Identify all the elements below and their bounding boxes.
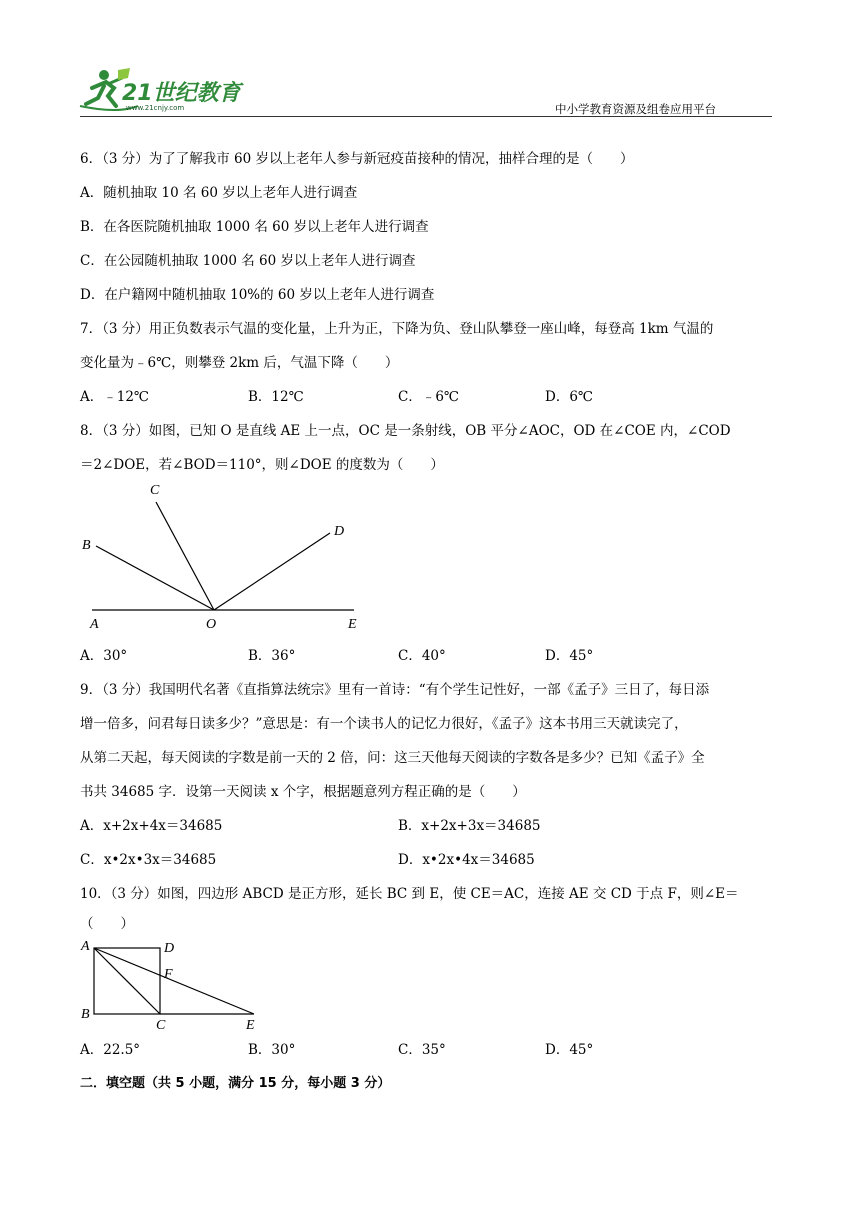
site-logo — [78, 66, 253, 116]
q6-option-a[interactable]: A．随机抽取 10 名 60 岁以上老年人进行调查 — [80, 185, 358, 201]
ray-od — [214, 533, 330, 610]
logo-text: 21世纪教育 — [122, 81, 241, 106]
q9-option-c[interactable]: C．x•2x•3x＝34685 — [80, 852, 217, 868]
q8-option-a[interactable]: A．30° — [80, 648, 128, 664]
q7-stem-line1: 7．（3 分）用正负数表示气温的变化量，上升为正，下降为负、登山队攀登一座山峰，每登高 1km 气温的 — [80, 321, 714, 337]
segment-ae — [94, 948, 254, 1014]
q9-option-a[interactable]: A．x+2x+4x＝34685 — [80, 818, 223, 834]
label-b: B — [81, 1007, 90, 1022]
label-a: A — [81, 939, 90, 954]
q10-option-b[interactable]: B．30° — [248, 1042, 296, 1058]
diagonal-ac — [94, 948, 160, 1014]
q6-stem: 6．（3 分）为了了解我市 60 岁以上老年人参与新冠疫苗接种的情况，抽样合理的是（ ） — [80, 151, 634, 167]
label-d: D — [164, 941, 175, 956]
q9-stem-line3: 从第二天起，每天阅读的字数是前一天的 2 倍，问：这三天他每天阅读的字数各是多少？已知《孟子》全 — [80, 750, 705, 766]
q9-stem-line1: 9．（3 分）我国明代名著《直指算法统宗》里有一首诗：“有个学生记性好，一部《孟子》三日了，每日添 — [80, 682, 710, 698]
q8-option-c[interactable]: C．40° — [398, 648, 446, 664]
label-b: B — [82, 538, 91, 553]
q8-angle-figure — [78, 476, 368, 636]
q8-option-b[interactable]: B．36° — [248, 648, 296, 664]
q10-square-figure — [78, 936, 268, 1032]
q7-option-c[interactable]: C．﹣6℃ — [398, 389, 460, 405]
q7-stem-line2: 变化量为﹣6℃，则攀登 2km 后，气温下降（ ） — [80, 355, 399, 371]
q6-option-b[interactable]: B．在各医院随机抽取 1000 名 60 岁以上老年人进行调查 — [80, 219, 429, 235]
logo-url: www.21cnjy.com — [126, 104, 185, 112]
q8-stem-line1: 8．（3 分）如图，已知 O 是直线 AE 上一点，OC 是一条射线，OB 平分∠AOC，OD 在∠COE 内，∠COD — [80, 423, 731, 439]
label-o: O — [206, 617, 217, 632]
label-e: E — [348, 617, 357, 632]
q7-option-d[interactable]: D．6℃ — [545, 389, 594, 405]
q10-option-c[interactable]: C．35° — [398, 1042, 446, 1058]
label-f: F — [164, 967, 173, 982]
platform-name: 中小学教育资源及组卷应用平台 — [555, 102, 716, 116]
q9-stem-line4: 书共 34685 字．设第一天阅读 x 个字，根据题意列方程正确的是（ ） — [80, 784, 526, 800]
q10-option-d[interactable]: D．45° — [545, 1042, 594, 1058]
q10-option-a[interactable]: A．22.5° — [80, 1042, 141, 1058]
q6-option-d[interactable]: D．在户籍网中随机抽取 10%的 60 岁以上老年人进行调查 — [80, 287, 435, 303]
q9-option-b[interactable]: B．x+2x+3x＝34685 — [398, 818, 541, 834]
q7-option-a[interactable]: A．﹣12℃ — [80, 389, 150, 405]
header-divider — [80, 116, 772, 117]
label-e: E — [246, 1018, 255, 1032]
q8-option-d[interactable]: D．45° — [545, 648, 594, 664]
q6-option-c[interactable]: C．在公园随机抽取 1000 名 60 岁以上老年人进行调查 — [80, 253, 416, 269]
q10-stem-line1: 10．（3 分）如图，四边形 ABCD 是正方形，延长 BC 到 E，使 CE＝AC，连接 AE 交 CD 于点 F，则∠E＝ — [80, 886, 739, 902]
section-heading: 二．填空题（共 5 小题，满分 15 分，每小题 3 分） — [80, 1076, 391, 1091]
q8-stem-line2: ＝2∠DOE，若∠BOD＝110°，则∠DOE 的度数为（ ） — [80, 457, 444, 473]
q9-stem-line2: 增一倍多，问君每日读多少？”意思是：有一个读书人的记忆力很好，《孟子》这本书用三天就读完了， — [80, 716, 688, 732]
q9-option-d[interactable]: D．x•2x•4x＝34685 — [398, 852, 535, 868]
label-a: A — [90, 617, 99, 632]
label-c: C — [150, 483, 160, 498]
q10-stem-line2: （ ） — [80, 916, 134, 932]
q7-option-b[interactable]: B．12℃ — [248, 389, 304, 405]
label-c: C — [156, 1018, 166, 1032]
label-d: D — [334, 524, 345, 539]
